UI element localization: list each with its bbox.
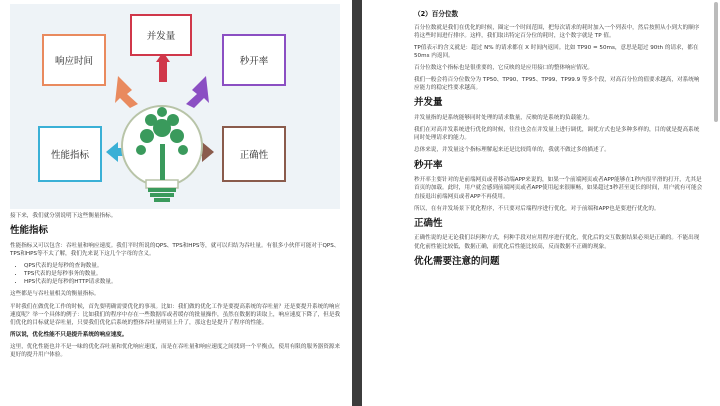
box-open-rate: 秒开率 bbox=[222, 34, 286, 86]
left-text-column bbox=[10, 212, 344, 363]
bulb-neck bbox=[146, 180, 178, 188]
list-item: • HPS代表的是每秒的HTTP请求数量。 bbox=[24, 278, 344, 286]
arrow-response-icon bbox=[115, 76, 138, 108]
heading-performance: 性能指标 bbox=[10, 225, 49, 237]
list-item: • QPS代表的是每秒的查询数量。 bbox=[24, 262, 344, 270]
tree-leaf bbox=[167, 114, 179, 126]
paragraph: 这些都是与吞吐量相关的衡量指标。 bbox=[10, 291, 100, 298]
bulb-base-1 bbox=[148, 188, 176, 192]
arrow-qps-icon bbox=[186, 76, 209, 108]
paragraph: 百分位数这个指标也是很重要的，它反映的是应用接口的整体响应情况。 bbox=[414, 64, 594, 71]
tree-leaf bbox=[145, 114, 157, 126]
heading-correctness: 正确性 bbox=[414, 217, 443, 229]
tree-trunk bbox=[160, 144, 165, 180]
right-text-column bbox=[414, 10, 704, 272]
tree-leaf bbox=[170, 129, 184, 143]
arrow-throughput-stem bbox=[159, 62, 167, 82]
heading-optimization-issues: 优化需要注意的问题 bbox=[414, 255, 500, 267]
tree-leaf bbox=[136, 145, 146, 155]
performance-metrics-diagram bbox=[10, 4, 340, 209]
intro-paragraph: 接下来，我们就分别说明下这些衡量指标。 bbox=[10, 213, 117, 219]
paragraph: 所以，在有并发场景下优化程序，不只要对后端程序进行优化，对于前端和APP也是要进行优化的。 bbox=[414, 205, 660, 212]
paragraph: 我们一般会将百分位数分为 TP50、TP90、TP95、TP99、TP99.9 等多个段，对高百分位的值要求越高，对系统响应能力的稳定性要求越高。 bbox=[414, 77, 700, 92]
box-throughput: 并发量 bbox=[130, 14, 192, 56]
box-performance-metrics: 性能指标 bbox=[38, 126, 102, 182]
paragraph: 我们在对高并发系统进行优化的时候，往往也会在并发量上进行调优，调优方式也是多种多样的，目的就是提高系统同时处理请求的能力。 bbox=[414, 127, 700, 142]
paragraph: 并发量指的是系统能够同时处理的请求数量，反映的是系统的负载能力。 bbox=[414, 115, 594, 122]
bulb-base-3 bbox=[154, 198, 170, 202]
paragraph: 平时我们在做优化工作的时候，首先要明确需要优化的事项。比如：我们做的优化工作是要提高系统的吞吐量？还是要提升系统的响应速度呢？举一个具体的例子：比如我们的程序中存在一些数据库或者缓存的批量操作，虽然在数据的读取上，响应速度下降了，但是我们优化的目标就是吞吐量，只要我们优化后系统的整体吞吐量明显上升了，那这也是提升了程序的性能。 bbox=[10, 303, 341, 326]
list-item: • TPS代表的是每秒事务的数量。 bbox=[24, 270, 344, 278]
bullet-list bbox=[10, 262, 344, 286]
tree-leaf bbox=[140, 129, 154, 143]
heading-percentile: （2）百分位数 bbox=[414, 10, 459, 18]
page-gutter bbox=[352, 0, 362, 406]
paragraph: 这里，优化性能也并不是一味的优化吞吐量和优化响应速度，而是在吞吐量和响应速度之间找到一个平衡点，使用有限的服务器资源来更好的提升用户体验。 bbox=[10, 343, 341, 359]
paragraph: 性能指标又可以包含：吞吐量和响应速度。我们平时所说的QPS、TPS和HPS等，就可以归结为吞吐量。有很多小伙伴可能对于QPS、TPS和HPS等不太了解，我们先来说下这几个字母的含义。 bbox=[10, 242, 340, 257]
paragraph: TP值表示的含义就是：超过 N% 的请求都在 X 时间内返回。比如 TP90 = 50ms，意思是超过 90th 的请求，都在 50ms 内返回。 bbox=[414, 44, 699, 59]
scrollbar[interactable] bbox=[714, 2, 718, 122]
paragraph: 秒开率主要针对的是前端网页或者移动端APP来说的，如果一个前端网页或者APP能够在1秒内很平滑的打开，尤其是首页的加载。此时，用户就会感到前端网页或者APP使用起来很顺畅，如果超过3秒甚至更长的时间，用户就有可能会直接退出前端网页或者APP不再使用。 bbox=[414, 177, 703, 200]
box-response-time: 响应时间 bbox=[42, 34, 106, 86]
tree-leaf bbox=[157, 107, 167, 117]
heading-concurrency: 并发量 bbox=[414, 97, 443, 109]
bulb-base-2 bbox=[150, 193, 174, 197]
box-correctness: 正确性 bbox=[222, 126, 286, 182]
paragraph: 正确性说的是无论我们以何种方式，何种手段对应用程序进行优化，优化后的交互数据结果必须是正确的。不能出现优化前性能比较低，数据正确，而优化后性能比较高，反而数据不正确的现象。 bbox=[414, 235, 700, 250]
bold-paragraph: 所以说，优化性能不只是提升系统的响应速度。 bbox=[10, 331, 128, 338]
paragraph: 总体来说，并发量这个指标理解起来还是比较简单的，我就不做过多的描述了。 bbox=[414, 147, 610, 154]
paragraph: 百分位数就是我们在优化的时候，圈定一个时间范围，把每次请求的耗时加入一个列表中，然后按照从小到大的顺序将这些时间进行排序。这样，我们取出特定百分位的耗时，这个数字就是 TP 值。 bbox=[414, 24, 700, 39]
left-page bbox=[0, 0, 352, 406]
heading-open-rate: 秒开率 bbox=[414, 159, 443, 171]
tree-leaf bbox=[178, 145, 188, 155]
right-page bbox=[362, 0, 720, 406]
